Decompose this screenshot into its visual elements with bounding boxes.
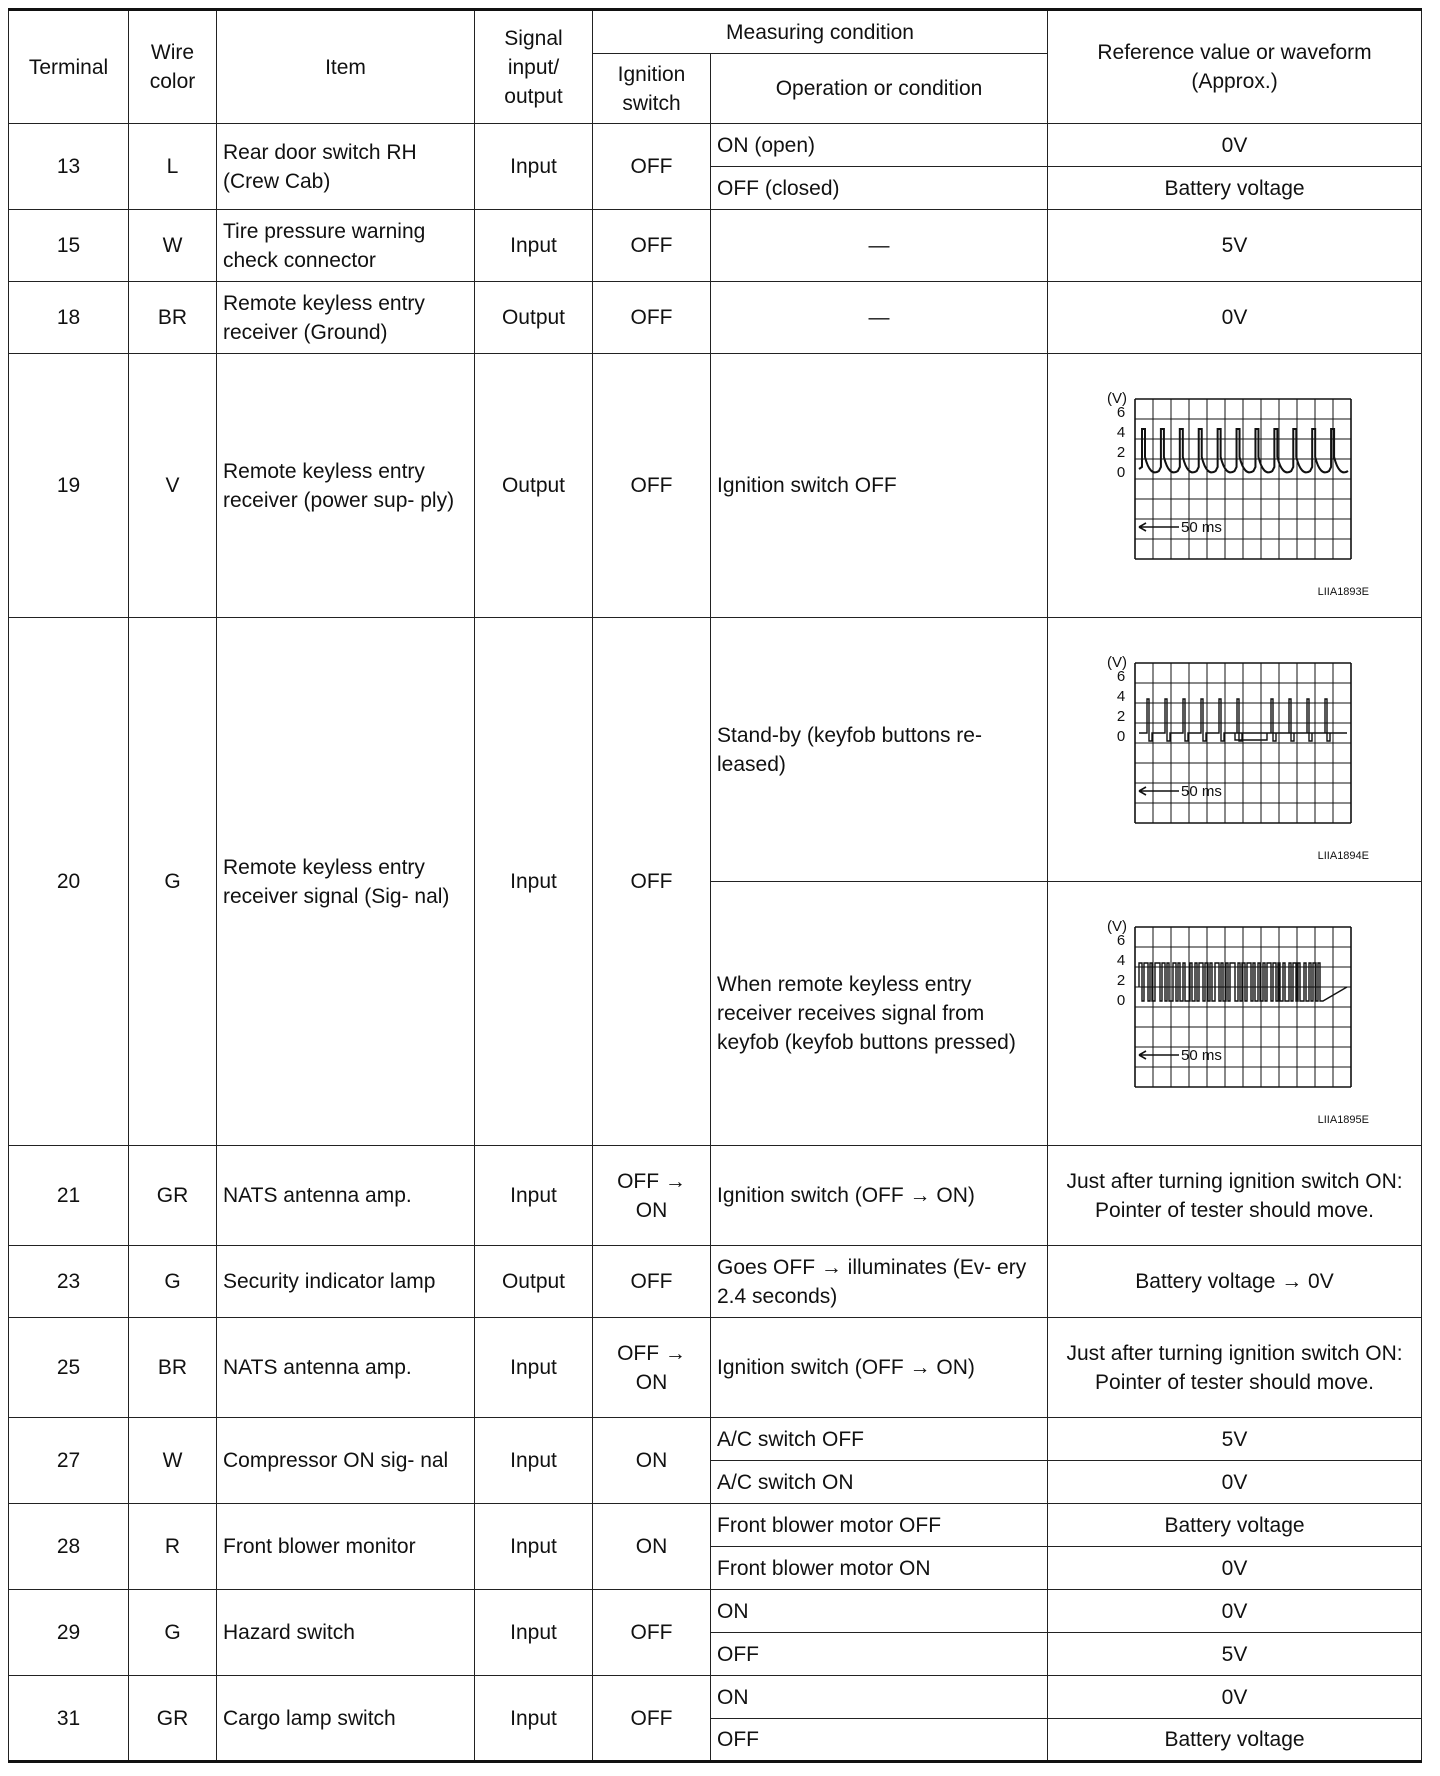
operation-cell: A/C switch OFF <box>711 1418 1048 1461</box>
y-tick-label: 0 <box>1116 463 1125 481</box>
item-cell: Remote keyless entry receiver (Ground) <box>217 282 475 354</box>
wire-color-cell: L <box>129 124 217 210</box>
ignition-switch-cell: OFF → ON <box>593 1146 711 1246</box>
reference-value-cell: 0V <box>1048 124 1422 167</box>
terminal-spec-sheet <box>8 8 1421 1763</box>
reference-value-cell: Battery voltage <box>1048 1504 1422 1547</box>
table-row <box>9 1318 1422 1418</box>
terminal-cell: 13 <box>9 124 129 210</box>
ignition-switch-cell: ON <box>593 1418 711 1504</box>
signal-io-cell: Output <box>475 1246 593 1318</box>
table-row <box>9 1590 1422 1633</box>
wire-color-cell: G <box>129 618 217 1146</box>
table-row <box>9 1146 1422 1246</box>
item-cell: Security indicator lamp <box>217 1246 475 1318</box>
reference-value-cell: Battery voltage <box>1048 1719 1422 1762</box>
ignition-switch-cell: OFF <box>593 354 711 618</box>
ignition-switch-cell: OFF <box>593 282 711 354</box>
header-measuring-condition: Measuring condition <box>593 10 1048 54</box>
operation-cell: Front blower motor OFF <box>711 1504 1048 1547</box>
signal-io-cell: Input <box>475 1504 593 1590</box>
item-cell: Front blower monitor <box>217 1504 475 1590</box>
table-body <box>9 124 1422 1762</box>
figure-code-label: LIIA1894E <box>1317 849 1369 862</box>
wire-color-cell: V <box>129 354 217 618</box>
item-cell: Compressor ON sig- nal <box>217 1418 475 1504</box>
reference-value-cell: 5V <box>1048 1418 1422 1461</box>
ignition-switch-cell: OFF <box>593 1246 711 1318</box>
waveform-chart <box>1095 635 1375 865</box>
table-row <box>9 210 1422 282</box>
wire-color-cell: BR <box>129 282 217 354</box>
signal-io-cell: Input <box>475 1146 593 1246</box>
y-tick-label: 0 <box>1116 727 1125 745</box>
header-wire-color: Wire color <box>129 10 217 124</box>
terminal-reference-table <box>8 8 1422 1763</box>
time-scale-label: 50 ms <box>1180 1046 1222 1064</box>
waveform-cell <box>1048 354 1422 618</box>
terminal-cell: 18 <box>9 282 129 354</box>
ignition-switch-cell: OFF <box>593 1676 711 1762</box>
reference-value-cell: 0V <box>1048 1590 1422 1633</box>
operation-cell: Ignition switch (OFF → ON) <box>711 1146 1048 1246</box>
operation-cell: When remote keyless entry receiver receives signal from keyfob (keyfob buttons pressed) <box>711 882 1048 1146</box>
table-row <box>9 1676 1422 1719</box>
operation-cell: Ignition switch OFF <box>711 354 1048 618</box>
wire-color-cell: W <box>129 1418 217 1504</box>
table-header <box>9 10 1422 124</box>
operation-cell: OFF <box>711 1633 1048 1676</box>
y-unit-label: (V) <box>1106 917 1127 935</box>
signal-io-cell: Input <box>475 124 593 210</box>
item-cell: Remote keyless entry receiver (power sup- ply) <box>217 354 475 618</box>
item-cell: NATS antenna amp. <box>217 1146 475 1246</box>
operation-cell: Front blower motor ON <box>711 1547 1048 1590</box>
reference-value-cell: 0V <box>1048 1461 1422 1504</box>
operation-cell: Stand-by (keyfob buttons re- leased) <box>711 618 1048 882</box>
item-cell: Tire pressure warning check connector <box>217 210 475 282</box>
header-reference: Reference value or waveform (Approx.) <box>1048 10 1422 124</box>
y-tick-label: 6 <box>1116 667 1125 685</box>
operation-cell: Goes OFF → illuminates (Ev- ery 2.4 seconds) <box>711 1246 1048 1318</box>
wire-color-cell: G <box>129 1590 217 1676</box>
wire-color-cell: GR <box>129 1676 217 1762</box>
operation-cell: Ignition switch (OFF → ON) <box>711 1318 1048 1418</box>
reference-value-cell: 0V <box>1048 282 1422 354</box>
waveform-cell <box>1048 882 1422 1146</box>
reference-value-cell: Battery voltage → 0V <box>1048 1246 1422 1318</box>
header-item: Item <box>217 10 475 124</box>
terminal-cell: 27 <box>9 1418 129 1504</box>
table-row <box>9 618 1422 882</box>
operation-cell: OFF <box>711 1719 1048 1762</box>
signal-io-cell: Output <box>475 282 593 354</box>
reference-value-cell: 0V <box>1048 1547 1422 1590</box>
operation-cell: — <box>711 210 1048 282</box>
signal-io-cell: Input <box>475 1418 593 1504</box>
table-row <box>9 282 1422 354</box>
item-cell: Rear door switch RH (Crew Cab) <box>217 124 475 210</box>
header-operation: Operation or condition <box>711 54 1048 124</box>
item-cell: Hazard switch <box>217 1590 475 1676</box>
scale-arrow <box>1139 523 1179 531</box>
ignition-switch-cell: OFF → ON <box>593 1318 711 1418</box>
y-tick-label: 4 <box>1116 423 1125 441</box>
reference-value-cell: Just after turning ignition switch ON: Pointer of tester should move. <box>1048 1146 1422 1246</box>
operation-cell: A/C switch ON <box>711 1461 1048 1504</box>
reference-value-cell: 5V <box>1048 1633 1422 1676</box>
figure-code-label: LIIA1893E <box>1317 585 1369 598</box>
signal-io-cell: Input <box>475 618 593 1146</box>
time-scale-label: 50 ms <box>1180 782 1222 800</box>
ignition-switch-cell: OFF <box>593 210 711 282</box>
wire-color-cell: W <box>129 210 217 282</box>
y-tick-label: 4 <box>1116 687 1125 705</box>
figure-code-label: LIIA1895E <box>1317 1113 1369 1126</box>
operation-cell: ON <box>711 1590 1048 1633</box>
y-tick-label: 4 <box>1116 951 1125 969</box>
scale-arrow <box>1139 1051 1179 1059</box>
wire-color-cell: R <box>129 1504 217 1590</box>
y-unit-label: (V) <box>1106 653 1127 671</box>
time-scale-label: 50 ms <box>1180 518 1222 536</box>
item-cell: Remote keyless entry receiver signal (Sig- nal) <box>217 618 475 1146</box>
header-ignition-switch: Ignition switch <box>593 54 711 124</box>
ignition-switch-cell: OFF <box>593 124 711 210</box>
y-tick-label: 6 <box>1116 403 1125 421</box>
terminal-cell: 29 <box>9 1590 129 1676</box>
y-tick-label: 6 <box>1116 931 1125 949</box>
wire-color-cell: GR <box>129 1146 217 1246</box>
waveform-chart <box>1095 899 1375 1129</box>
waveform-chart <box>1095 371 1375 601</box>
table-row <box>9 1246 1422 1318</box>
waveform-cell <box>1048 618 1422 882</box>
wire-color-cell: BR <box>129 1318 217 1418</box>
operation-cell: OFF (closed) <box>711 167 1048 210</box>
operation-cell: — <box>711 282 1048 354</box>
ignition-switch-cell: OFF <box>593 618 711 1146</box>
terminal-cell: 25 <box>9 1318 129 1418</box>
terminal-cell: 28 <box>9 1504 129 1590</box>
operation-cell: ON (open) <box>711 124 1048 167</box>
header-signal-io: Signal input/ output <box>475 10 593 124</box>
y-tick-label: 2 <box>1116 443 1125 461</box>
signal-io-cell: Input <box>475 1590 593 1676</box>
y-tick-label: 2 <box>1116 707 1125 725</box>
scale-arrow <box>1139 787 1179 795</box>
signal-io-cell: Output <box>475 354 593 618</box>
table-row <box>9 354 1422 618</box>
operation-cell: ON <box>711 1676 1048 1719</box>
y-unit-label: (V) <box>1106 389 1127 407</box>
terminal-cell: 20 <box>9 618 129 1146</box>
signal-io-cell: Input <box>475 1676 593 1762</box>
ignition-switch-cell: ON <box>593 1504 711 1590</box>
terminal-cell: 23 <box>9 1246 129 1318</box>
table-row <box>9 1418 1422 1461</box>
y-tick-label: 0 <box>1116 991 1125 1009</box>
wire-color-cell: G <box>129 1246 217 1318</box>
reference-value-cell: Just after turning ignition switch ON: Pointer of tester should move. <box>1048 1318 1422 1418</box>
y-tick-label: 2 <box>1116 971 1125 989</box>
header-terminal: Terminal <box>9 10 129 124</box>
terminal-cell: 15 <box>9 210 129 282</box>
ignition-switch-cell: OFF <box>593 1590 711 1676</box>
terminal-cell: 21 <box>9 1146 129 1246</box>
reference-value-cell: 5V <box>1048 210 1422 282</box>
signal-io-cell: Input <box>475 1318 593 1418</box>
signal-io-cell: Input <box>475 210 593 282</box>
terminal-cell: 31 <box>9 1676 129 1762</box>
item-cell: NATS antenna amp. <box>217 1318 475 1418</box>
table-row <box>9 1504 1422 1547</box>
terminal-cell: 19 <box>9 354 129 618</box>
table-row <box>9 124 1422 167</box>
reference-value-cell: 0V <box>1048 1676 1422 1719</box>
item-cell: Cargo lamp switch <box>217 1676 475 1762</box>
reference-value-cell: Battery voltage <box>1048 167 1422 210</box>
